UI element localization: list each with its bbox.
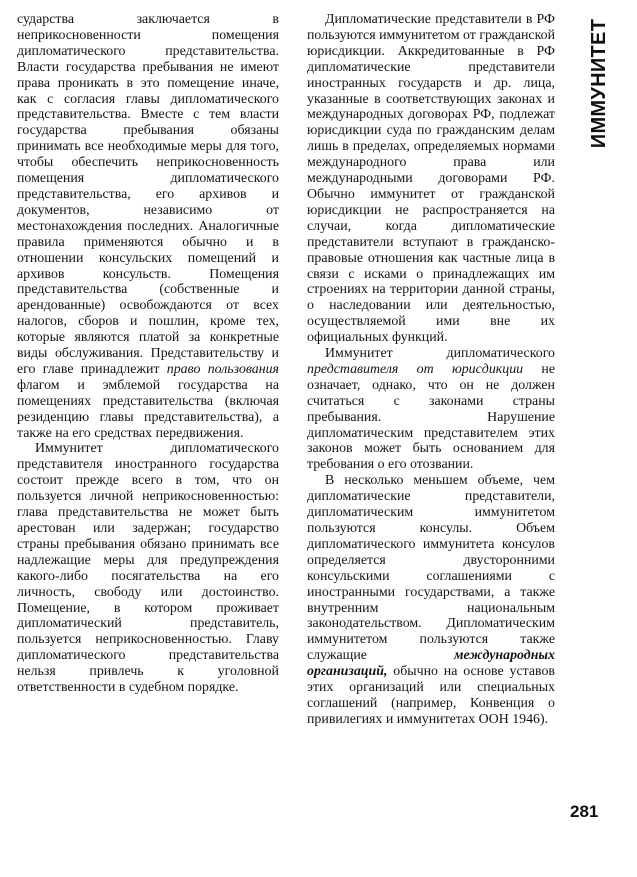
right-paragraph-3-end: обычно на основе уставов этих организаций или специальных соглашений (например, Конвенция о привилегиях и иммунитетах ООН 1946).	[307, 664, 555, 727]
right-paragraph-2	[307, 346, 555, 473]
right-column	[307, 12, 555, 728]
right-paragraph-2-end: не означает, однако, что он не должен считаться с законами страны пребывания. Нарушение дипломатическим представителем этих законов может быть основанием для требования о его отозвании.	[307, 361, 555, 473]
left-paragraph-1-italic: право пользования	[166, 361, 279, 377]
page-number: 281	[570, 802, 599, 821]
right-paragraph-3-bold-italic: международных организаций,	[307, 648, 555, 680]
right-paragraph-3	[307, 473, 555, 728]
right-paragraph-3-start: В несколько меньшем объеме, чем дипломатические представители, дипломатическим иммунитетом пользуются консулы. Объем дипломатического иммунитета консулов определяется двусторонними консульскими соглашениями с иностранными государствами, а также внутренним национальным законодательством. Дипломатическим иммунитетом пользуются также служащие	[307, 473, 555, 664]
right-paragraph-1: Дипломатические представители в РФ пользуются иммунитетом от гражданской юрисдикции. Аккредитованные в РФ дипломатические представители иностранных государств и др. лица, указанные в соответствующих законах и международных договорах РФ, подлежат юрисдикции суда по гражданским делам лишь в пределах, определяемых нормами международного права или международными договорами РФ. Обычно иммунитет от гражданской юрисдикции не распространяется на случаи, когда дипломатические представители вступают в гражданско-правовые отношения как частные лица в связи с исками о принадлежащих им строениях на территории данной страны, о наследовании или деятельностью, осуществляемой ими вне их официальных функций.	[307, 12, 555, 346]
section-side-title-text: ИММУНИТЕТ	[588, 18, 611, 148]
left-paragraph-1-end: флагом и эмблемой государства на помещениях представительства (включая резиденцию главы представительства), а также на его средствах передвижения.	[17, 377, 279, 441]
section-side-title	[584, 18, 616, 148]
right-paragraph-2-italic: представителя от юрисдикции	[307, 361, 524, 377]
left-paragraph-1-text: сударства заключается в неприкосновенности помещения дипломатического представительства. Власти государства пребывания не имеют права проникать в это помещение иначе, как с согласия главы дипломатического представительства. Вместе с тем власти государства пребывания обязаны принимать все необходимые меры для того, чтобы обеспечить неприкосновенность помещения дипломатического представительства, его архивов и документов, независимо от местонахождения последних. Аналогичные правила применяются обычно и в отношении консульских помещений и архивов консульств. Помещения представительства (собственные и арендованные) освобождаются от всех налогов, сборов и пошлин, кроме тех, которые являются платой за конкретные виды обслуживания. Представительству и его главе принадлежит	[17, 12, 279, 377]
left-paragraph-1	[17, 12, 279, 441]
right-paragraph-2-start: Иммунитет дипломатического	[325, 346, 555, 362]
left-paragraph-2: Иммунитет дипломатического представителя иностранного государства состоит прежде всего в том, что он пользуется личной неприкосновенностью: глава представительства не может быть арестован или задержан; государство страны пребывания обязано принимать все надлежащие меры для предупреждения какого-либо посягательства на его личность, свободу или достоинство. Помещение, в котором проживает дипломатический представитель, пользуется неприкосновенностью. Главу дипломатического представительства нельзя привлечь к уголовной ответственности в судебном порядке.	[17, 441, 279, 696]
left-column	[17, 12, 279, 696]
